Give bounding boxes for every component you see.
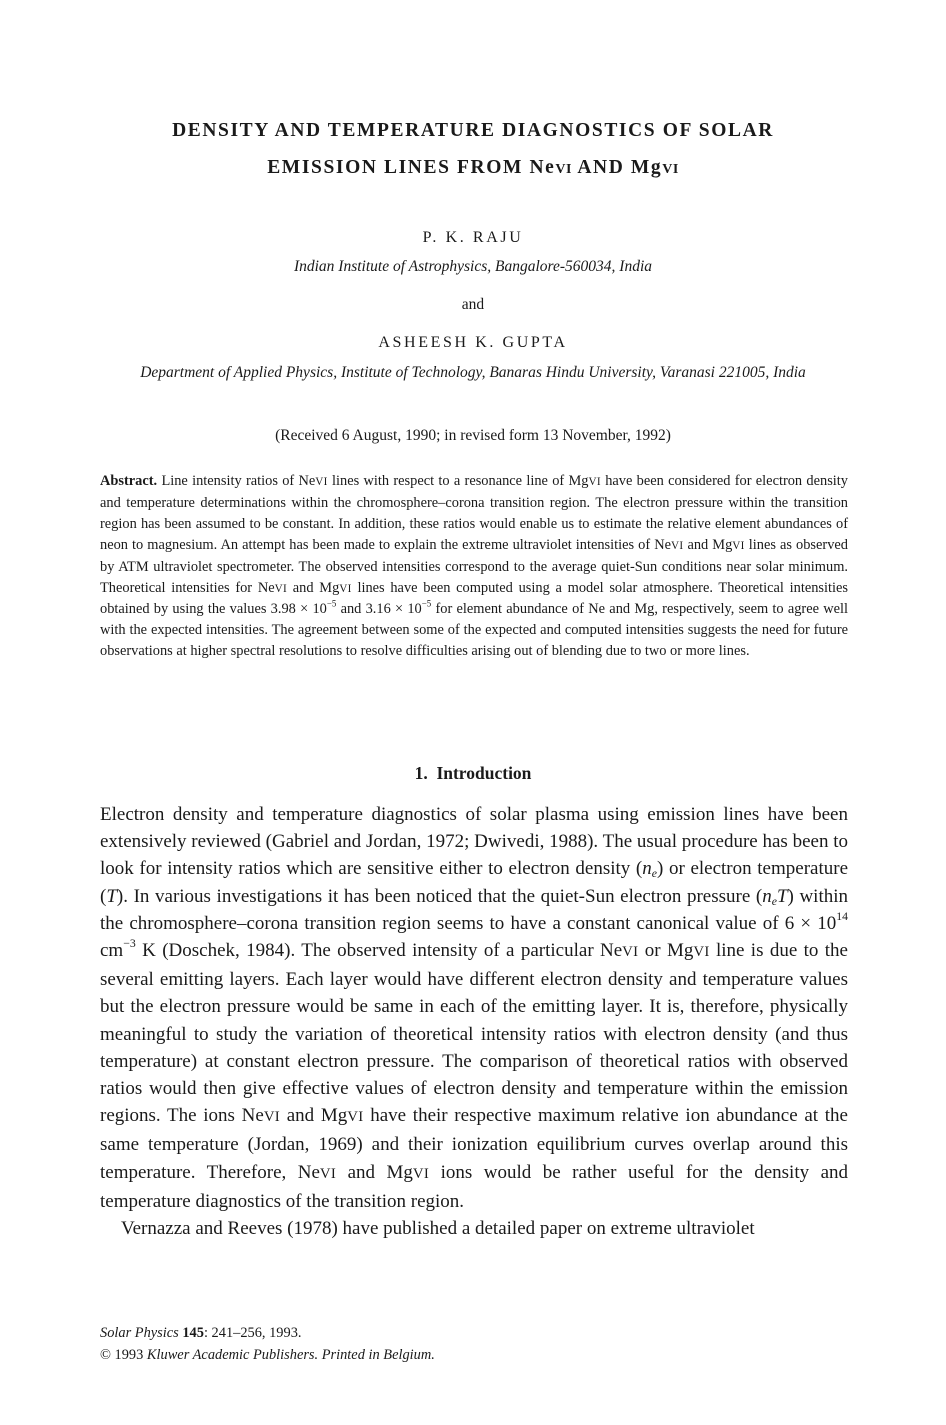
section-number: 1. [414,763,428,783]
paper-title-line-2 [0,151,946,187]
journal-name: Solar Physics [100,1325,179,1341]
ion-label: VI [588,476,601,488]
author-name-2: ASHEESH K. GUPTA [378,334,568,351]
body-text: K (Doschek, 1984). The observed intensity of a particular Ne [135,940,623,962]
math-subscript: e [771,894,777,908]
ion-label: VI [274,582,288,595]
math-subscript: e [651,867,657,881]
body-text: Electron density and temperature diagnostics of solar plasma using emission lines have been extensively reviewed (Gabriel and Jordan, 1972; Dwivedi, 1988). The usual procedure has been to look for intensity ratios which are sensitive either to electron density ( [100,804,848,880]
ion-label: VI [412,1165,430,1182]
abstract-text: lines with respect to a resonance line of Mg [327,473,589,489]
introduction-body [100,801,848,1242]
exponent: −5 [326,598,337,609]
section-title: Introduction [436,763,532,783]
received-date: (Received 6 August, 1990; in revised form 13 November, 1992) [275,427,671,444]
exponent: −3 [123,937,136,951]
abstract [100,471,848,662]
abstract-text: and Mg [287,579,340,596]
exponent: 14 [836,909,848,923]
body-text: have their respective maximum relative ion abundance at the same temperature (Jordan, 1969) and their ionization equilibrium curves overlap around this temperature. Therefore, Ne [100,1105,848,1183]
body-text: ). In various investigations it has been noticed that the quiet-Sun electron pressure ( [116,885,763,907]
math-symbol: n [762,885,772,907]
ion-label: VI [693,944,710,961]
abstract-text: for element abundance of Ne and Mg, respectively, seem to agree well with the expected intensities. The agreement between some of the expected and computed intensities suggests the need for future observations at higher spectral resolutions to resolve difficulties arising out of blending due to two or more lines. [100,601,848,660]
copyright-text: © 1993 [100,1347,147,1363]
paper-title-line-1: DENSITY AND TEMPERATURE DIAGNOSTICS OF SOLAR [172,120,774,141]
journal-pages: : 241–256, 1993. [203,1325,302,1341]
math-symbol: T [106,885,117,907]
author-separator: and [461,296,485,313]
body-text: ) within the chromosphere–corona transition region seems to have a constant canonical value of 6 × 10 [100,885,849,934]
ion-label: VI [670,539,684,552]
section-heading [0,760,946,786]
ion-label: VI [339,582,352,595]
abstract-text: lines as observed by ATM ultraviolet spectrometer. The observed intensities correspond to the average quiet-Sun conditions near solar minimum. Theoretical intensities for Ne [100,536,848,596]
journal-citation [100,1322,435,1344]
body-text: ) or electron temperature ( [100,858,849,907]
body-text: cm [100,940,124,962]
paragraph [100,801,848,1215]
ion-label: VI [662,162,679,177]
author-affiliation-2: Department of Applied Physics, Institute of Technology, Banaras Hindu University, Varanasi 221005, India [140,364,806,381]
ion-label: VI [315,476,328,488]
math-symbol: n [642,858,652,880]
abstract-text: have been considered for electron density and temperature determinations within the chromosphere–corona transition region. The electron pressure within the transition region has been assumed to be constant. In addition, these ratios would enable us to estimate the relative element abundances of neon to magnesium. An attempt has been made to explain the extreme ultraviolet intensities of Ne [100,473,848,553]
abstract-text: and Mg [683,536,733,553]
ion-label: VI [347,1109,364,1126]
abstract-text: Line intensity ratios of Ne [157,473,316,489]
author-name-1: P. K. RAJU [422,229,524,246]
ion-label: VI [622,944,639,961]
author-affiliation-1: Indian Institute of Astrophysics, Bangalore-560034, India [293,258,653,275]
copyright-line [100,1344,435,1366]
title-text: AND Mg [571,157,663,178]
body-text: and Mg [280,1105,348,1127]
ion-label: VI [732,539,745,552]
abstract-label: Abstract. [100,473,158,489]
body-text: ions would be rather useful for the density and temperature diagnostics of the transition region. [100,1161,849,1212]
title-text: EMISSION LINES FROM Ne [267,157,556,178]
ion-label: VI [263,1109,281,1126]
ion-label: VI [555,162,572,177]
body-text: or Mg [638,940,694,962]
body-text: line is due to the several emitting layers. Each layer would have different electron density and temperature values but the electron pressure would be same in each of the emitting layer. It is, therefore, physically meaningful to study the variation of theoretical intensity ratios with electron density (and thus temperature) at constant electron pressure. The comparison of theoretical ratios with observed ratios would then give effective values of electron density and temperature within the emission regions. The ions Ne [100,940,848,1127]
publisher-text: Kluwer Academic Publishers. Printed in Belgium. [146,1347,435,1363]
ion-label: VI [319,1165,337,1182]
journal-footer [100,1322,435,1366]
paragraph: Vernazza and Reeves (1978) have published a detailed paper on extreme ultraviolet [121,1218,755,1240]
body-text: and Mg [336,1161,413,1183]
journal-volume: 145 [182,1325,204,1341]
abstract-text: and 3.16 × 10 [336,601,422,618]
math-symbol: T [776,885,788,907]
abstract-text: lines have been computed using a model solar atmosphere. Theoretical intensities obtained by using the values 3.98 × 10 [100,579,848,618]
exponent: −5 [421,598,432,609]
